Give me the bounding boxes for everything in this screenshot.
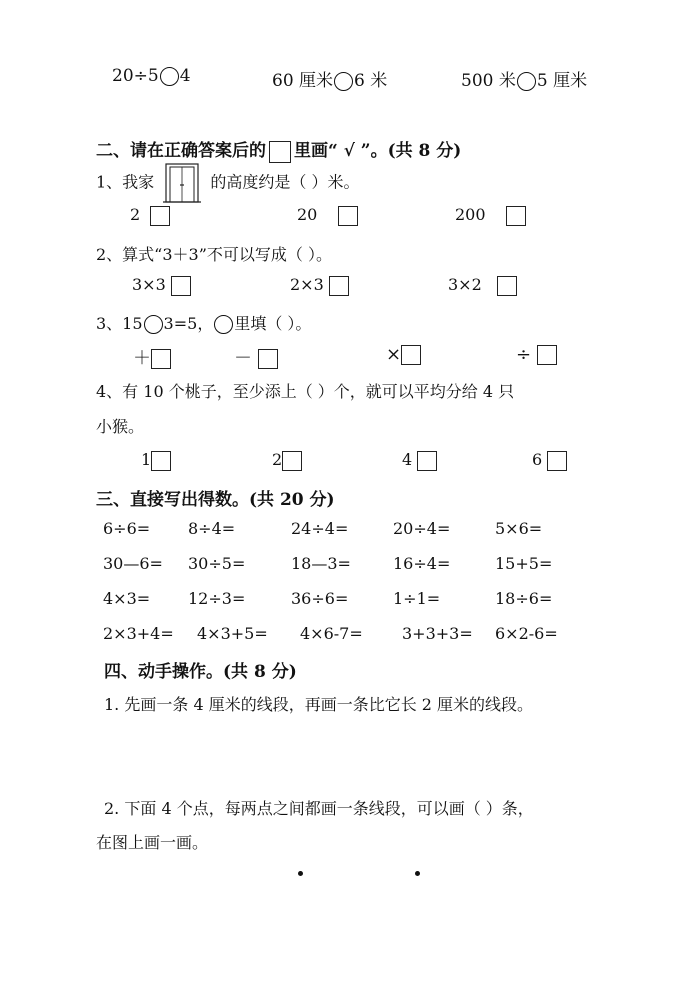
calc-item: 30÷5= (188, 554, 246, 573)
q3-mid: 3=5， (163, 314, 214, 333)
answer-box[interactable] (258, 349, 278, 369)
door-icon (163, 163, 201, 203)
answer-box[interactable] (547, 451, 567, 471)
answer-box[interactable] (150, 206, 170, 226)
answer-box[interactable] (401, 345, 421, 365)
compare-circle[interactable] (160, 67, 179, 86)
option-label: 1 (141, 450, 152, 469)
calc-item: 5×6= (495, 519, 543, 538)
compare-right: 5 厘米 (536, 71, 588, 91)
calc-item: 36÷6= (291, 589, 349, 608)
heading-suffix: 里画“ √ ”。(共 8 分) (294, 141, 462, 161)
calc-item: 20÷4= (393, 519, 451, 538)
q1-option-2 (297, 205, 358, 226)
q3-prefix: 3、15 (96, 314, 143, 333)
option-label: － (234, 348, 252, 369)
answer-box-sample (269, 141, 291, 163)
q3-option-4 (516, 344, 557, 365)
option-label: 4 (402, 450, 413, 469)
calc-item: 2×3+4= (103, 624, 174, 643)
compare-left: 500 米 (461, 71, 516, 91)
point-dot[interactable] (298, 871, 303, 876)
q1-suffix: 的高度约是（ ）米。 (210, 172, 360, 192)
q3-suffix: 里填（ ）。 (234, 314, 312, 333)
q4-option-1 (141, 450, 171, 471)
option-label: 2×3 (290, 275, 324, 294)
option-label: 3×2 (448, 275, 482, 294)
option-label: 20 (297, 205, 318, 224)
section2-heading (96, 136, 461, 163)
q2-option-2 (290, 275, 349, 296)
answer-box[interactable] (417, 451, 437, 471)
calc-item: 18—3= (291, 554, 351, 573)
answer-box[interactable] (282, 451, 302, 471)
option-label: 2 (272, 450, 283, 469)
section4-question-2-line1: 2. 下面 4 个点，每两点之间都画一条线段，可以画（ ）条， (104, 799, 534, 818)
q1-prefix: 1、我家 (96, 172, 155, 192)
q3-option-2 (234, 344, 278, 370)
q4-option-3 (402, 450, 437, 471)
question-4-line1: 4、有 10 个桃子，至少添上（ ）个，就可以平均分给 4 只 (96, 382, 515, 401)
option-label: ÷ (516, 344, 532, 365)
compare-item-1 (112, 66, 191, 86)
calc-item: 3+3+3= (402, 624, 473, 643)
q3-option-3 (386, 344, 421, 365)
option-label: 200 (455, 205, 486, 224)
answer-box[interactable] (506, 206, 526, 226)
answer-box[interactable] (537, 345, 557, 365)
option-label: 3×3 (132, 275, 166, 294)
calc-item: 15+5= (495, 554, 553, 573)
question-4-line2: 小猴。 (96, 417, 145, 436)
compare-left: 60 厘米 (272, 71, 334, 91)
calc-item: 6×2-6= (495, 624, 558, 643)
section4-question-2-line2: 在图上画一画。 (96, 833, 209, 852)
q2-option-1 (132, 275, 191, 296)
compare-right: 4 (179, 66, 191, 86)
heading-prefix: 二、请在正确答案后的 (96, 141, 266, 161)
compare-circle[interactable] (517, 72, 536, 91)
point-dot[interactable] (415, 871, 420, 876)
option-label: 2 (130, 205, 141, 224)
question-1 (96, 163, 359, 203)
section3-heading: 三、直接写出得数。(共 20 分) (96, 490, 335, 510)
q1-option-3 (455, 205, 526, 226)
q3-option-1 (133, 344, 171, 370)
question-2: 2、算式“3＋3”不可以写成（ ）。 (96, 245, 332, 264)
compare-item-2 (272, 66, 387, 91)
answer-box[interactable] (151, 349, 171, 369)
calc-item: 8÷4= (188, 519, 236, 538)
answer-box[interactable] (151, 451, 171, 471)
option-label: 6 (532, 450, 543, 469)
compare-circle[interactable] (334, 72, 353, 91)
compare-item-3 (461, 66, 587, 91)
answer-box[interactable] (329, 276, 349, 296)
q4-option-4 (532, 450, 567, 471)
compare-right: 6 米 (354, 71, 388, 91)
calc-item: 6÷6= (103, 519, 151, 538)
calc-item: 30—6= (103, 554, 163, 573)
calc-item: 18÷6= (495, 589, 553, 608)
operator-circle[interactable] (144, 315, 163, 334)
calc-item: 12÷3= (188, 589, 246, 608)
calc-item: 4×3+5= (197, 624, 268, 643)
answer-box[interactable] (497, 276, 517, 296)
calc-item: 1÷1= (393, 589, 441, 608)
answer-box[interactable] (171, 276, 191, 296)
calc-item: 4×3= (103, 589, 151, 608)
option-label: × (386, 344, 402, 365)
question-3 (96, 311, 311, 334)
operator-circle-ref (214, 315, 233, 334)
compare-left: 20÷5 (112, 66, 159, 86)
option-label: ＋ (133, 348, 151, 369)
answer-box[interactable] (338, 206, 358, 226)
calc-item: 24÷4= (291, 519, 349, 538)
calc-item: 4×6-7= (300, 624, 363, 643)
section4-heading: 四、动手操作。(共 8 分) (104, 662, 297, 682)
section4-question-1: 1. 先画一条 4 厘米的线段，再画一条比它长 2 厘米的线段。 (104, 695, 534, 714)
calc-item: 16÷4= (393, 554, 451, 573)
q2-option-3 (448, 275, 517, 296)
q1-option-1 (130, 205, 170, 226)
q4-option-2 (272, 450, 302, 471)
